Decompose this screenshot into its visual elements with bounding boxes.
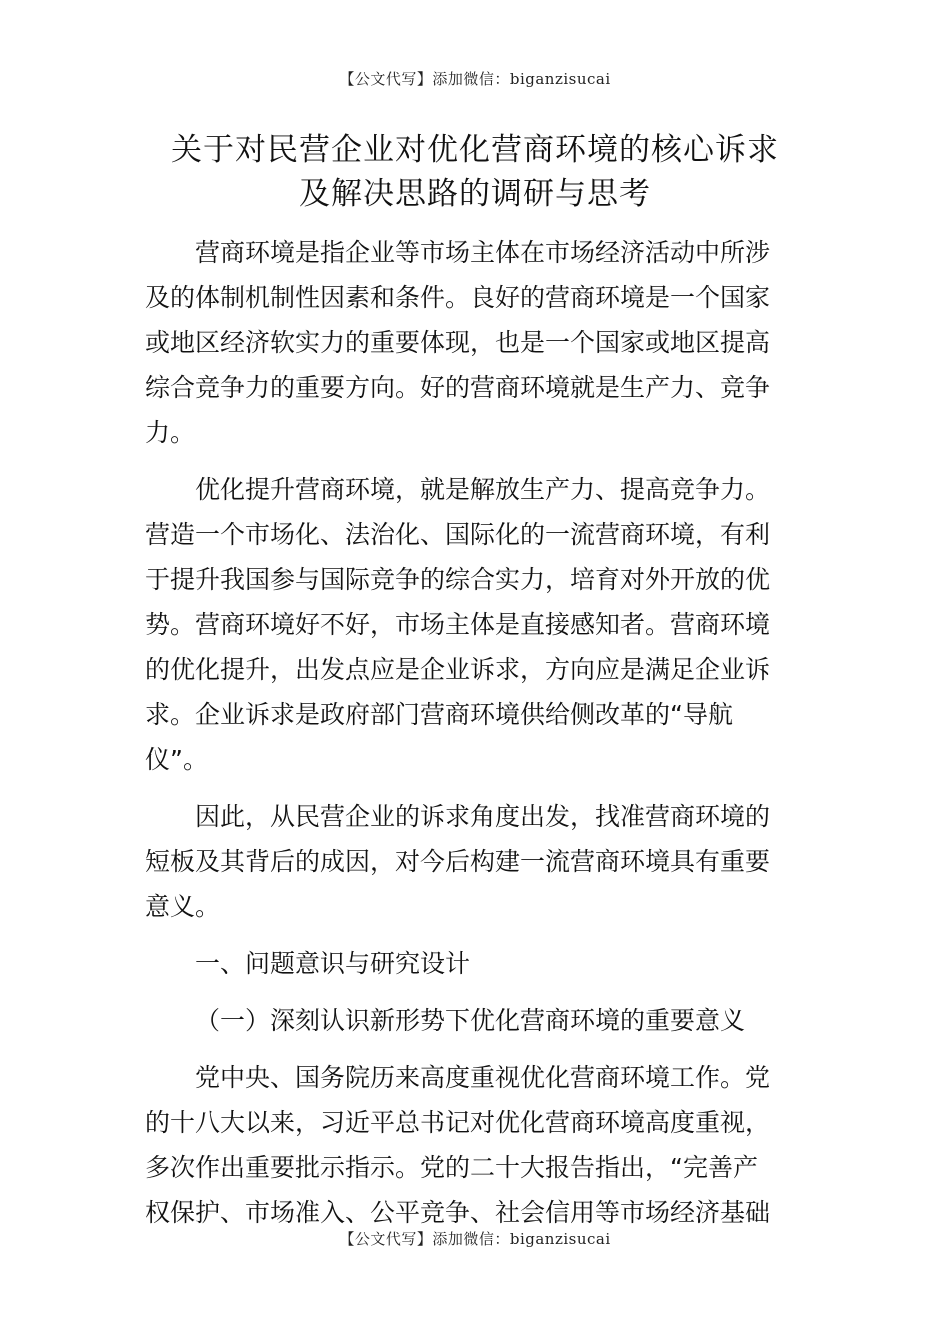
title-line-1: 关于对民营企业对优化营商环境的核心诉求 [171, 132, 779, 168]
title-line-2: 及解决思路的调研与思考 [299, 176, 651, 212]
footer-banner: 【公文代写】添加微信：biganzisucai [339, 1230, 611, 1248]
paragraph-line: 仪”。 [145, 745, 208, 774]
paragraph-line: 一、问题意识与研究设计 [195, 949, 471, 978]
paragraph-line: 营商环境是指企业等市场主体在市场经济活动中所涉 [195, 238, 771, 267]
paragraph-line: 及的体制机制性因素和条件。良好的营商环境是一个国家 [145, 283, 771, 312]
paragraph-line: 优化提升营商环境，就是解放生产力、提高竞争力。 [195, 475, 771, 504]
header-banner: 【公文代写】添加微信：biganzisucai [339, 70, 611, 88]
paragraph-line: 营造一个市场化、法治化、国际化的一流营商环境，有利 [145, 520, 771, 549]
paragraph-line: 势。营商环境好不好，市场主体是直接感知者。营商环境 [145, 610, 771, 639]
paragraph [145, 1055, 807, 1235]
paragraph-line: 于提升我国参与国际竞争的综合实力，培育对外开放的优 [145, 565, 771, 594]
paragraph-line: 短板及其背后的成因，对今后构建一流营商环境具有重要 [145, 847, 771, 876]
paragraph-line: 综合竞争力的重要方向。好的营商环境就是生产力、竞争 [145, 373, 771, 402]
paragraph-line: 或地区经济软实力的重要体现，也是一个国家或地区提高 [145, 328, 771, 357]
paragraph [145, 467, 807, 782]
paragraph [145, 941, 807, 986]
document-body [145, 230, 807, 1247]
paragraph-line: 的优化提升，出发点应是企业诉求，方向应是满足企业诉 [145, 655, 771, 684]
paragraph-line: 力。 [145, 418, 196, 447]
paragraph [145, 230, 807, 455]
paragraph [145, 998, 807, 1043]
paragraph-line: 权保护、市场准入、公平竞争、社会信用等市场经济基础 [145, 1198, 771, 1227]
paragraph-line: 的十八大以来，习近平总书记对优化营商环境高度重视， [145, 1108, 771, 1137]
paragraph [145, 794, 807, 929]
paragraph-line: 多次作出重要批示指示。党的二十大报告指出，“完善产 [145, 1153, 758, 1182]
paragraph-line: 因此，从民营企业的诉求角度出发，找准营商环境的 [195, 802, 771, 831]
paragraph-line: 党中央、国务院历来高度重视优化营商环境工作。党 [195, 1063, 771, 1092]
paragraph-line: 意义。 [145, 892, 221, 921]
paragraph-line: 求。企业诉求是政府部门营商环境供给侧改革的“导航 [145, 700, 733, 729]
document-title [0, 128, 950, 216]
paragraph-line: （一）深刻认识新形势下优化营商环境的重要意义 [195, 1006, 746, 1035]
